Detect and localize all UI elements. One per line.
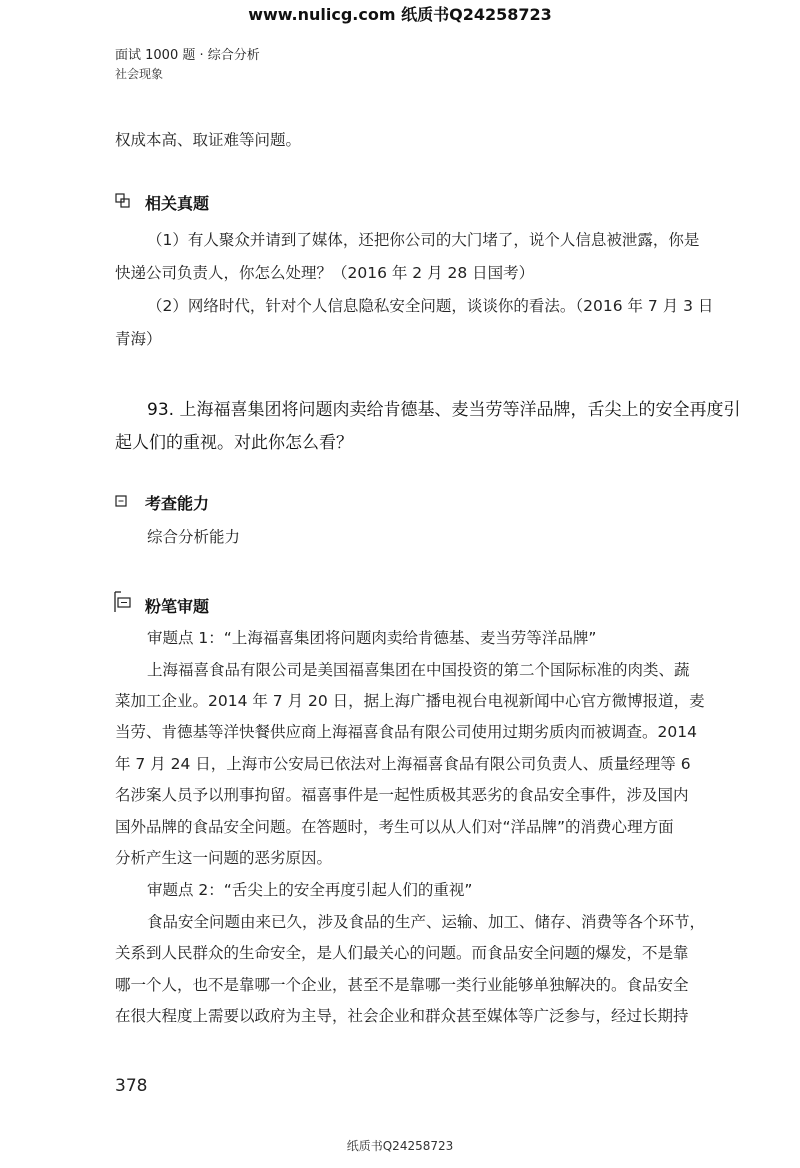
page-number: 378: [115, 1076, 148, 1096]
related-line: 快递公司负责人，你怎么处理？（2016 年 2 月 28 日国考）: [115, 264, 535, 282]
review-point1-title: 审题点 1：“上海福喜集团将问题肉卖给肯德基、麦当劳等洋品牌”: [147, 629, 597, 647]
ability-text: 综合分析能力: [147, 528, 241, 546]
related-line: 青海）: [115, 330, 162, 348]
review-paragraph-line: 国外品牌的食品安全问题。在答题时，考生可以从人们对“洋品牌”的消费心理方面: [115, 818, 674, 836]
review-paragraph-line: 食品安全问题由来已久，涉及食品的生产、运输、加工、储存、消费等各个环节，: [147, 913, 706, 931]
related-questions-heading: 相关真题: [145, 194, 210, 213]
section-tag: 社会现象: [115, 67, 164, 81]
related-questions-icon: [115, 193, 131, 209]
related-line: （1）有人聚众并请到了媒体，还把你公司的大门堵了，说个人信息被泄露，你是: [147, 231, 700, 249]
intro-line: 权成本高、取证难等问题。: [115, 131, 302, 149]
question-line: 93. 上海福喜集团将问题肉卖给肯德基、麦当劳等洋品牌，舌尖上的安全再度引: [147, 400, 741, 420]
review-paragraph-line: 在很大程度上需要以政府为主导，社会企业和群众甚至媒体等广泛参与，经过长期持: [115, 1007, 689, 1025]
review-paragraph-line: 年 7 月 24 日，上海市公安局已依法对上海福喜食品有限公司负责人、质量经理等 6: [115, 755, 691, 773]
review-paragraph-line: 分析产生这一问题的恶劣原因。: [115, 849, 333, 867]
ability-heading: 考查能力: [145, 494, 210, 513]
top-watermark: www.nulicg.com 纸质书Q24258723: [248, 5, 552, 24]
review-paragraph-line: 菜加工企业。2014 年 7 月 20 日，据上海广播电视台电视新闻中心官方微博报道，麦: [115, 692, 705, 710]
related-line: （2）网络时代，针对个人信息隐私安全问题，谈谈你的看法。（2016 年 7 月 3 日: [147, 297, 714, 315]
review-paragraph-line: 当劳、肯德基等洋快餐供应商上海福喜食品有限公司使用过期劣质肉而被调查。2014: [115, 723, 697, 741]
ability-icon: [115, 495, 127, 507]
question-line: 起人们的重视。对此你怎么看？: [115, 433, 353, 453]
review-paragraph-line: 上海福喜食品有限公司是美国福喜集团在中国投资的第二个国际标准的肉类、蔬: [147, 661, 690, 679]
review-point2-title: 审题点 2：“舌尖上的安全再度引起人们的重视”: [147, 881, 473, 899]
review-paragraph-line: 关系到人民群众的生命安全，是人们最关心的问题。而食品安全问题的爆发，不是靠: [115, 944, 689, 962]
book-title: 面试 1000 题 · 综合分析: [115, 48, 260, 63]
bottom-watermark: 纸质书Q24258723: [346, 1139, 454, 1153]
review-paragraph-line: 哪一个人，也不是靠哪一个企业，甚至不是靠哪一类行业能够单独解决的。食品安全: [115, 976, 689, 994]
review-icon: [113, 590, 133, 614]
review-heading: 粉笔审题: [145, 597, 210, 616]
review-paragraph-line: 名涉案人员予以刑事拘留。福喜事件是一起性质极其恶劣的食品安全事件，涉及国内: [115, 786, 689, 804]
